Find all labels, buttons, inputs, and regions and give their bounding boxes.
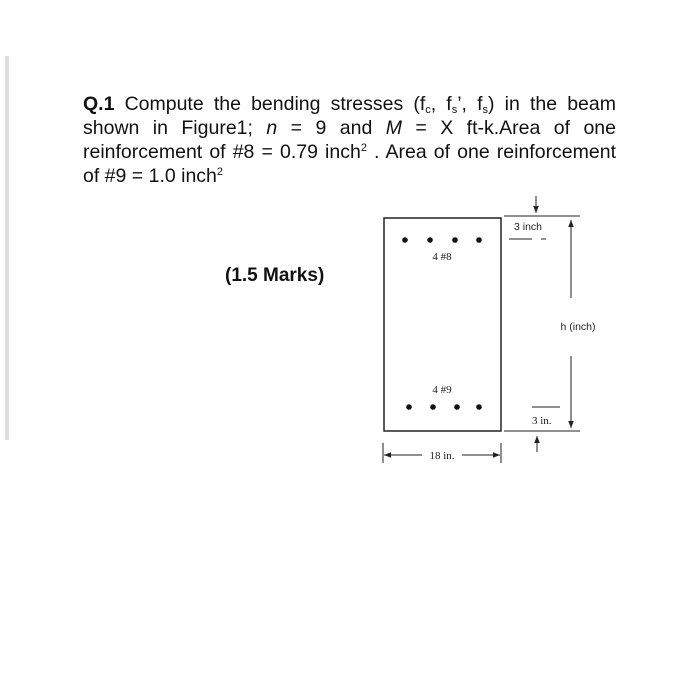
after-stresses-text: ) in the beam shown in Figure1; <box>83 93 616 139</box>
fc-subscript: c <box>425 104 431 116</box>
squared-superscript-2: 2 <box>216 166 224 178</box>
beam-section-rectangle <box>384 218 501 431</box>
rebar-dot <box>454 404 460 410</box>
rebar-dot <box>476 404 482 410</box>
top-reinforcement-bars <box>402 237 482 243</box>
top-cover-label: 3 inch <box>514 221 543 233</box>
width-label: 18 in. <box>429 450 455 462</box>
height-label: h (inch) <box>560 321 596 333</box>
comma-text: , f <box>430 93 452 115</box>
bottom-cover-label: 3 in. <box>532 415 552 427</box>
m-equation-text: = X ft-k.Area of one reinforcement of #8 = 0.79 inch <box>83 117 616 163</box>
squared-superscript: 2 <box>360 142 367 154</box>
question-number: Q.1 <box>83 93 115 115</box>
top-bars-label: 4 #8 <box>432 251 452 263</box>
rebar-dot <box>402 237 408 243</box>
marks-label: (1.5 Marks) <box>225 265 325 286</box>
bottom-reinforcement-bars <box>406 404 482 410</box>
rebar-dot <box>406 404 412 410</box>
bottom-bars-label: 4 #9 <box>432 384 452 396</box>
m-symbol: M <box>385 117 402 139</box>
rebar-dot <box>427 237 433 243</box>
rebar-dot <box>452 237 458 243</box>
rebar-dot <box>476 237 482 243</box>
n-symbol: n <box>266 117 278 139</box>
prime-comma-text: ’, f <box>457 93 483 115</box>
area-bar9-text: . Area of one reinforcement of #9 = 1.0 inch <box>83 141 617 187</box>
fs-prime-subscript: s <box>451 104 458 116</box>
n-equation-text: = 9 and <box>277 117 386 139</box>
rebar-dot <box>430 404 436 410</box>
fs-subscript: s <box>482 104 489 116</box>
question-intro: Compute the bending stresses (f <box>114 93 426 115</box>
